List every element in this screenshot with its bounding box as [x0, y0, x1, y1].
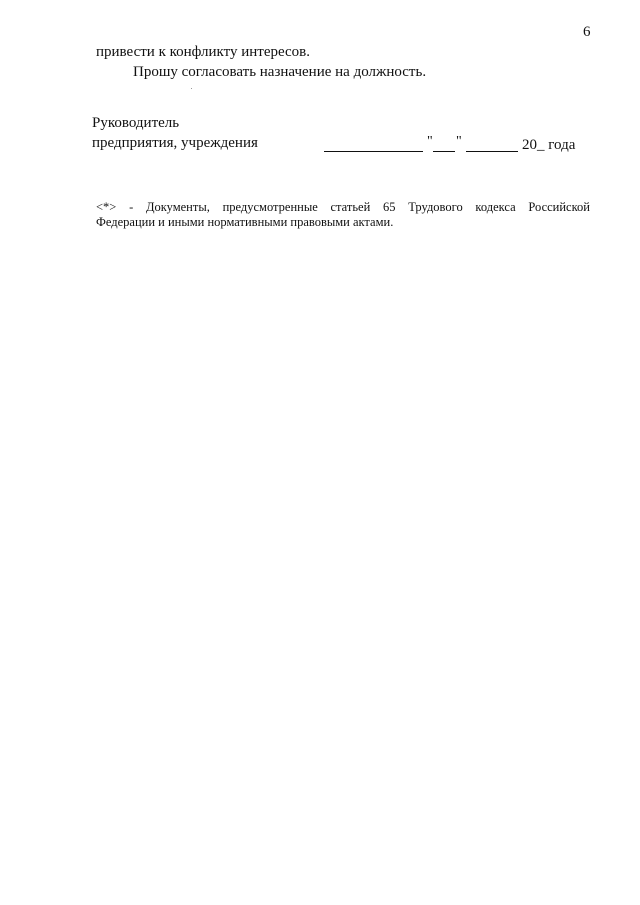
signature-blank [324, 151, 423, 152]
page-number: 6 [583, 24, 591, 40]
day-blank [433, 151, 455, 152]
signatory-title-line-2: предприятия, учреждения [92, 135, 258, 151]
footnote-line-2: Федерации и иными нормативными правовыми актами. [96, 215, 394, 229]
date-quote-close: " [456, 134, 462, 149]
signature-date-area [324, 136, 584, 156]
footnote [96, 200, 590, 230]
year-text: 20_ года [522, 137, 576, 153]
scan-speck [191, 88, 192, 89]
month-blank [466, 151, 518, 152]
request-sentence: Прошу согласовать назначение на должность. [133, 64, 427, 80]
signatory-title-line-1: Руководитель [92, 115, 180, 131]
date-quote-open: " [427, 134, 433, 149]
signatory-title [92, 113, 258, 153]
footnote-line-1: <*> - Документы, предусмотренные статьей 65 Трудового кодекса Российской [96, 200, 590, 214]
body-text-line: привести к конфликту интересов. [96, 44, 311, 60]
